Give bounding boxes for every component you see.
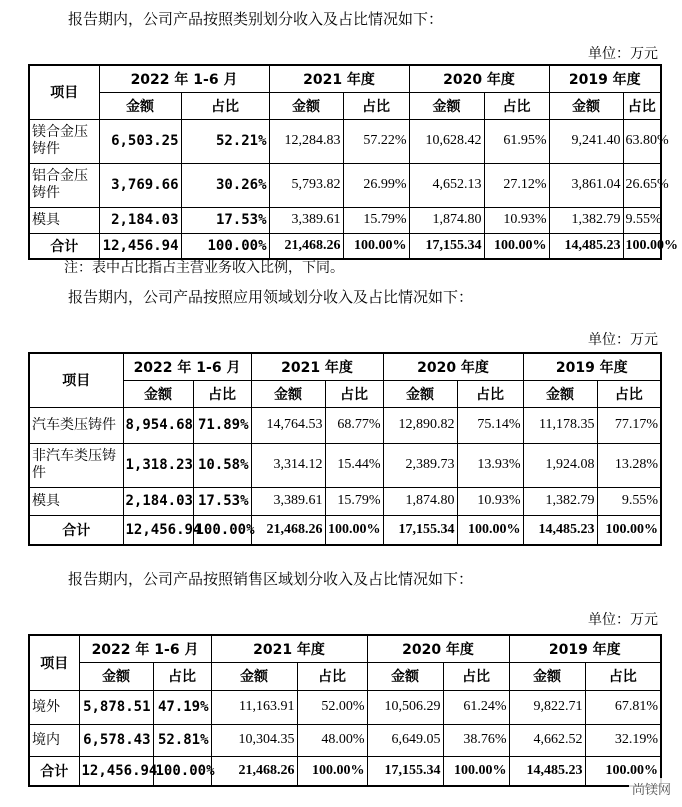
cell-value: 71.89% — [193, 407, 251, 443]
table-row — [29, 163, 661, 207]
table-row — [29, 119, 661, 163]
unit-label-1: 单位：万元 — [588, 47, 658, 62]
cell-value: 27.12% — [484, 163, 549, 207]
intro-by-category: 报告期内，公司产品按照类别划分收入及占比情况如下： — [68, 12, 444, 28]
cell-value: 17,155.34 — [409, 233, 484, 259]
cell-value: 32.19% — [585, 724, 661, 756]
cell-value: 26.65% — [623, 163, 661, 207]
header-ratio: 占比 — [585, 662, 661, 690]
cell-value: 26.99% — [343, 163, 409, 207]
cell-value: 3,769.66 — [99, 163, 181, 207]
header-amount: 金额 — [523, 380, 597, 407]
cell-value: 12,456.94 — [123, 515, 193, 545]
cell-value: 100.00% — [443, 756, 509, 786]
header-amount: 金额 — [367, 662, 443, 690]
header-ratio: 占比 — [181, 92, 269, 119]
header-period-2022h1: 2022 年 1-6 月 — [123, 353, 251, 380]
cell-value: 48.00% — [297, 724, 367, 756]
cell-value: 67.81% — [585, 690, 661, 724]
row-label: 模具 — [29, 207, 99, 233]
cell-value: 17.53% — [193, 487, 251, 515]
cell-value: 17.53% — [181, 207, 269, 233]
cell-value: 12,456.94 — [79, 756, 153, 786]
cell-value: 10.93% — [457, 487, 523, 515]
cell-value: 100.00% — [193, 515, 251, 545]
cell-value: 4,652.13 — [409, 163, 484, 207]
header-amount: 金额 — [509, 662, 585, 690]
total-label: 合计 — [29, 515, 123, 545]
cell-value: 14,764.53 — [251, 407, 325, 443]
cell-value: 12,890.82 — [383, 407, 457, 443]
cell-value: 13.28% — [597, 443, 661, 487]
cell-value: 6,649.05 — [367, 724, 443, 756]
header-amount: 金额 — [269, 92, 343, 119]
cell-value: 10,304.35 — [211, 724, 297, 756]
cell-value: 47.19% — [153, 690, 211, 724]
header-item: 项目 — [29, 353, 123, 407]
cell-value: 1,382.79 — [523, 487, 597, 515]
watermark: 尚镁网 — [629, 778, 674, 799]
cell-value: 52.00% — [297, 690, 367, 724]
cell-value: 100.00% — [585, 756, 661, 786]
cell-value: 30.26% — [181, 163, 269, 207]
cell-value: 10,506.29 — [367, 690, 443, 724]
cell-value: 100.00% — [484, 233, 549, 259]
application-revenue-table — [28, 352, 662, 546]
cell-value: 4,662.52 — [509, 724, 585, 756]
header-amount: 金额 — [99, 92, 181, 119]
cell-value: 13.93% — [457, 443, 523, 487]
cell-value: 17,155.34 — [367, 756, 443, 786]
cell-value: 3,861.04 — [549, 163, 623, 207]
cell-value: 63.80% — [623, 119, 661, 163]
header-ratio: 占比 — [597, 380, 661, 407]
header-amount: 金额 — [251, 380, 325, 407]
cell-value: 11,163.91 — [211, 690, 297, 724]
cell-value: 61.24% — [443, 690, 509, 724]
header-period-2021: 2021 年度 — [251, 353, 383, 380]
cell-value: 8,954.68 — [123, 407, 193, 443]
total-label: 合计 — [29, 233, 99, 259]
cell-value: 2,184.03 — [123, 487, 193, 515]
cell-value: 61.95% — [484, 119, 549, 163]
row-label: 境内 — [29, 724, 79, 756]
row-label: 非汽车类压铸件 — [29, 443, 123, 487]
cell-value: 2,184.03 — [99, 207, 181, 233]
cell-value: 5,793.82 — [269, 163, 343, 207]
header-amount: 金额 — [409, 92, 484, 119]
cell-value: 15.79% — [343, 207, 409, 233]
header-period-2020: 2020 年度 — [409, 65, 549, 92]
cell-value: 2,389.73 — [383, 443, 457, 487]
cell-value: 15.79% — [325, 487, 383, 515]
row-label: 铝合金压铸件 — [29, 163, 99, 207]
cell-value: 5,878.51 — [79, 690, 153, 724]
row-label: 模具 — [29, 487, 123, 515]
cell-value: 1,318.23 — [123, 443, 193, 487]
header-ratio: 占比 — [623, 92, 661, 119]
cell-value: 3,389.61 — [251, 487, 325, 515]
intro-by-region: 报告期内，公司产品按照销售区域划分收入及占比情况如下： — [68, 572, 474, 588]
cell-value: 15.44% — [325, 443, 383, 487]
cell-value: 68.77% — [325, 407, 383, 443]
cell-value: 1,874.80 — [409, 207, 484, 233]
total-row — [29, 233, 661, 259]
unit-label-3: 单位：万元 — [588, 613, 658, 628]
header-period-2021: 2021 年度 — [211, 635, 367, 662]
table-row — [29, 724, 661, 756]
cell-value: 100.00% — [325, 515, 383, 545]
cell-value: 100.00% — [343, 233, 409, 259]
category-revenue-table — [28, 64, 679, 260]
cell-value: 3,314.12 — [251, 443, 325, 487]
cell-value: 21,468.26 — [251, 515, 325, 545]
cell-value: 57.22% — [343, 119, 409, 163]
header-amount: 金额 — [123, 380, 193, 407]
unit-label-2: 单位：万元 — [588, 333, 658, 348]
table-row — [29, 690, 661, 724]
total-row — [29, 515, 661, 545]
cell-value: 1,924.08 — [523, 443, 597, 487]
header-amount: 金额 — [383, 380, 457, 407]
header-period-2019: 2019 年度 — [549, 65, 661, 92]
row-label: 境外 — [29, 690, 79, 724]
cell-value: 100.00% — [297, 756, 367, 786]
cell-value: 21,468.26 — [211, 756, 297, 786]
header-ratio: 占比 — [484, 92, 549, 119]
header-item: 项目 — [29, 635, 79, 690]
cell-value: 14,485.23 — [549, 233, 623, 259]
header-ratio: 占比 — [325, 380, 383, 407]
cell-value: 14,485.23 — [523, 515, 597, 545]
cell-value: 100.00% — [153, 756, 211, 786]
footnote: 注：表中占比指占主营业务收入比例，下同。 — [64, 261, 344, 276]
header-ratio: 占比 — [297, 662, 367, 690]
cell-value: 10.93% — [484, 207, 549, 233]
header-period-2022h1: 2022 年 1-6 月 — [99, 65, 269, 92]
cell-value: 11,178.35 — [523, 407, 597, 443]
header-amount: 金额 — [549, 92, 623, 119]
cell-value: 10.58% — [193, 443, 251, 487]
cell-value: 100.00% — [181, 233, 269, 259]
cell-value: 12,456.94 — [99, 233, 181, 259]
cell-value: 9.55% — [623, 207, 661, 233]
header-period-2020: 2020 年度 — [367, 635, 509, 662]
header-period-2021: 2021 年度 — [269, 65, 409, 92]
cell-value: 9.55% — [597, 487, 661, 515]
cell-value: 75.14% — [457, 407, 523, 443]
header-ratio: 占比 — [343, 92, 409, 119]
header-item: 项目 — [29, 65, 99, 119]
table-row — [29, 207, 661, 233]
total-row — [29, 756, 661, 786]
table-row — [29, 443, 661, 487]
cell-value: 6,578.43 — [79, 724, 153, 756]
cell-value: 9,822.71 — [509, 690, 585, 724]
cell-value: 17,155.34 — [383, 515, 457, 545]
header-ratio: 占比 — [153, 662, 211, 690]
header-period-2020: 2020 年度 — [383, 353, 523, 380]
cell-value: 52.81% — [153, 724, 211, 756]
cell-value: 100.00% — [457, 515, 523, 545]
header-period-2019: 2019 年度 — [509, 635, 661, 662]
intro-by-application: 报告期内，公司产品按照应用领域划分收入及占比情况如下： — [68, 290, 474, 306]
cell-value: 52.21% — [181, 119, 269, 163]
region-revenue-table — [28, 634, 662, 787]
header-ratio: 占比 — [457, 380, 523, 407]
header-ratio: 占比 — [193, 380, 251, 407]
header-amount: 金额 — [79, 662, 153, 690]
cell-value: 6,503.25 — [99, 119, 181, 163]
cell-value: 21,468.26 — [269, 233, 343, 259]
row-label: 汽车类压铸件 — [29, 407, 123, 443]
header-amount: 金额 — [211, 662, 297, 690]
header-period-2022h1: 2022 年 1-6 月 — [79, 635, 211, 662]
table-row — [29, 487, 661, 515]
cell-value: 38.76% — [443, 724, 509, 756]
cell-value: 9,241.40 — [549, 119, 623, 163]
cell-value: 12,284.83 — [269, 119, 343, 163]
header-period-2019: 2019 年度 — [523, 353, 661, 380]
cell-value: 1,382.79 — [549, 207, 623, 233]
cell-value: 100.00% — [597, 515, 661, 545]
total-label: 合计 — [29, 756, 79, 786]
cell-value: 1,874.80 — [383, 487, 457, 515]
cell-value: 77.17% — [597, 407, 661, 443]
cell-value: 10,628.42 — [409, 119, 484, 163]
header-ratio: 占比 — [443, 662, 509, 690]
table-row — [29, 407, 661, 443]
cell-value: 3,389.61 — [269, 207, 343, 233]
row-label: 镁合金压铸件 — [29, 119, 99, 163]
cell-value: 100.00% — [623, 233, 661, 259]
cell-value: 14,485.23 — [509, 756, 585, 786]
